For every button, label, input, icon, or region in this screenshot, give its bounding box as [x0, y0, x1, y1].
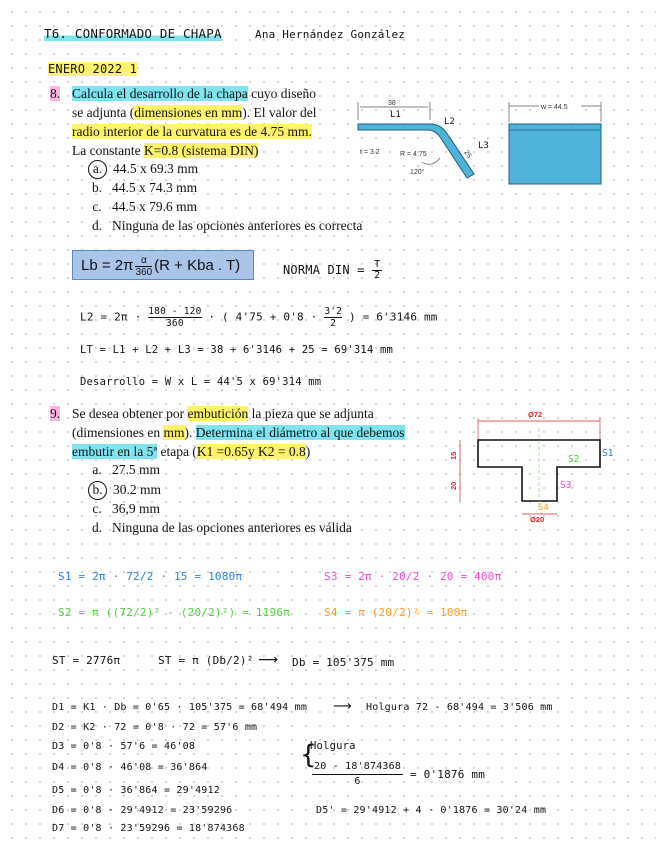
calc-d7: D7 = 0'8 · 23'59296 = 18'874368	[52, 823, 245, 834]
dim-h20: 20	[449, 481, 458, 490]
calc-lt: LT = L1 + L2 + L3 = 38 + 6'3146 + 25 = 69'314 mm	[80, 344, 394, 356]
q9-option-d[interactable]: d. Ninguna de las opciones anteriores es válida	[91, 520, 352, 535]
label-s2: S2	[568, 454, 580, 465]
calc-d2: D2 = K2 · 72 = 0'8 · 72 = 57'6 mm	[52, 722, 258, 733]
q8-option-a[interactable]: a. 44.5 x 69.3 mm	[88, 160, 198, 179]
label-s4: S4	[538, 503, 549, 513]
q8-option-b[interactable]: b. 44.5 x 74.3 mm	[91, 180, 198, 195]
q9-line3: embutir en la 5ª etapa (K1 =0.65y K2 = 0.8)	[72, 444, 311, 459]
calc-l2: L2 = 2π · $\frac{180 - 120}{360}$ · ( 4'75 + 0'8 · $\frac{3'2}{2}$ ) = 6'3146 mm	[80, 306, 438, 329]
calc-holgura1: Holgura 72 - 68'494 = 3'506 mm	[366, 702, 553, 713]
label-l1: L1	[390, 110, 401, 120]
calc-db: Db = 105'375 mm	[292, 656, 395, 669]
dim-25: 25	[462, 149, 473, 160]
calc-s3: S3 = 2π · 20/2 · 20 = 400π	[324, 570, 502, 583]
q9-drawn-part-diagram	[440, 404, 620, 528]
q9-option-a[interactable]: a. 27.5 mm	[92, 462, 161, 477]
norma-din: NORMA DIN = $\frac{T}{2}$	[283, 259, 381, 281]
bend-formula-box: Lb = 2π $\frac{\alpha}{360}$ (R + Kba . T)	[72, 250, 254, 280]
holgura2-title: Holgura	[310, 740, 356, 752]
label-angle: 120°	[410, 169, 425, 176]
q9-line2: (dimensiones en mm). Determina el diámetro al que debemos	[72, 425, 405, 440]
calc-s2: S2 = π ((72/2)² - (20/2)²) = 1196π	[58, 606, 290, 619]
q8-line3: radio interior de la curvatura es de 4.75 mm.	[72, 124, 312, 139]
label-l2: L2	[444, 117, 455, 127]
calc-d4: D4 = 0'8 · 46'08 = 36'864	[52, 762, 208, 773]
q8-bent-sheet-diagram	[340, 90, 500, 190]
dim-d72: Ø72	[528, 410, 543, 419]
brace-icon: {	[300, 740, 317, 770]
q8-line4: La constante K=0.8 (sistema DIN)	[72, 143, 259, 158]
calc-st: ST = 2776π	[52, 654, 121, 667]
calc-d3: D3 = 0'8 · 57'6 = 46'08	[52, 741, 196, 752]
header-author: Ana Hernández González	[255, 28, 406, 41]
arrow-icon-2: ⟶	[333, 699, 352, 714]
header-title: T6. CONFORMADO DE CHAPA	[44, 26, 222, 41]
dim-38: 38	[388, 100, 396, 107]
q9-number: 9.	[50, 406, 61, 421]
label-l3: L3	[478, 141, 489, 151]
label-s1: S1	[602, 448, 614, 459]
q8-option-c[interactable]: c. 44.5 x 79.6 mm	[92, 199, 198, 214]
calc-d5: D5 = 0'8 · 36'864 = 29'4912	[52, 785, 220, 796]
q8-line2: se adjunta (dimensiones en mm). El valor del	[72, 105, 317, 120]
dim-h15: 15	[449, 451, 458, 460]
calc-s1: S1 = 2π · 72/2 · 15 = 1080π	[58, 570, 243, 583]
q9-option-b[interactable]: b. 30.2 mm	[88, 481, 161, 500]
q9-line1: Se desea obtener por embutición la pieza que se adjunta	[72, 406, 374, 421]
label-width: w = 44.5	[541, 104, 568, 111]
arrow-icon: ⟶	[258, 652, 279, 668]
q9-option-c[interactable]: c. 36,9 mm	[92, 501, 161, 516]
q8-option-d[interactable]: d. Ninguna de las opciones anteriores es correcta	[91, 218, 363, 233]
holgura2-result: = 0'1876 mm	[410, 768, 486, 781]
dim-d20: Ø20	[530, 515, 545, 524]
label-s3: S3	[560, 480, 572, 491]
calc-d6: D6 = 0'8 · 29'4912 = 23'59296	[52, 805, 233, 816]
calc-desarrollo: Desarrollo = W x L = 44'5 x 69'314 mm	[80, 376, 322, 388]
calc-s4: S4 = π (20/2)² = 100π	[324, 606, 468, 619]
header-date: ENERO 2022 1	[48, 62, 138, 76]
label-radius: R = 4.75	[400, 151, 427, 158]
q8-plate-width-diagram	[505, 98, 605, 188]
calc-d1: D1 = K1 · Db = 0'65 · 105'375 = 68'494 mm	[52, 702, 308, 713]
label-thickness: t = 3.2	[360, 149, 380, 156]
holgura2-fraction: 20 - 18'874368 6	[314, 761, 402, 787]
q8-number: 8.	[50, 86, 61, 101]
calc-d5-prime: D5' = 29'4912 + 4 · 0'1876 = 30'24 mm	[316, 805, 547, 816]
calc-st-eq: ST = π (Db/2)²	[158, 654, 254, 667]
q8-line1: Calcula el desarrollo de la chapa cuyo diseño	[72, 86, 317, 101]
